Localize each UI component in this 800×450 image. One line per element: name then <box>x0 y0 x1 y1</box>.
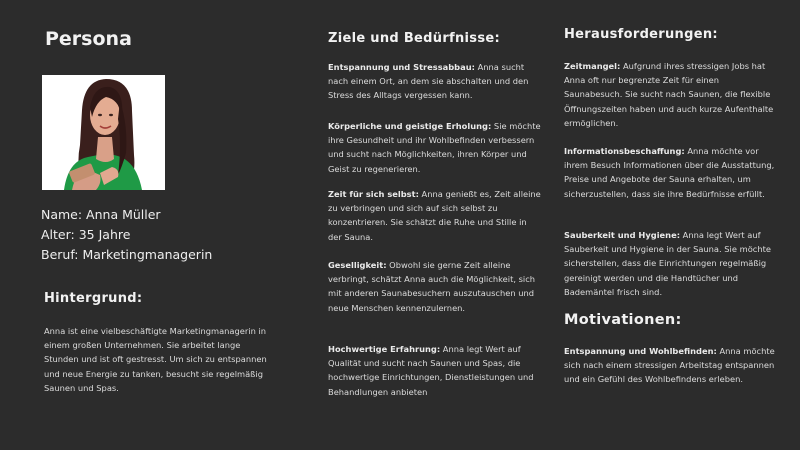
goal-item <box>328 187 543 244</box>
motivations-heading: Motivationen: <box>564 312 682 328</box>
challenges-heading: Herausforderungen: <box>564 27 718 42</box>
challenge-lead: Sauberkeit und Hygiene: <box>564 230 681 240</box>
goal-lead: Hochwertige Erfahrung: <box>328 344 441 354</box>
goal-item <box>328 342 543 399</box>
challenge-lead: Zeitmangel: <box>564 61 621 71</box>
goal-lead: Körperliche und geistige Erholung: <box>328 121 492 131</box>
motivation-lead: Entspannung und Wohlbefinden: <box>564 346 717 356</box>
background-heading: Hintergrund: <box>44 291 143 306</box>
challenge-lead: Informationsbeschaffung: <box>564 146 685 156</box>
page-title: Persona <box>45 28 132 50</box>
challenge-item <box>564 59 779 130</box>
motivation-text: Anna möchte sich nach einem stressigen Arbeitstag entspannen und ein Gefühl des Wohlbefindens erleben. <box>564 346 775 385</box>
persona-job: Beruf: Marketingmanagerin <box>41 247 213 262</box>
goal-item <box>328 258 543 315</box>
goal-text: Anna sucht nach einem Ort, an dem sie abschalten und den Stress des Alltags vergessen kann. <box>328 62 529 101</box>
goal-item <box>328 60 543 103</box>
goal-text: Anna genießt es, Zeit alleine zu verbringen und sich auf sich selbst zu konzentrieren. Sie schätzt die Ruhe und Stille in der Sauna. <box>328 189 541 242</box>
goal-lead: Zeit für sich selbst: <box>328 189 419 199</box>
persona-photo <box>42 75 165 190</box>
goal-lead: Entspannung und Stressabbau: <box>328 62 475 72</box>
goal-text: Obwohl sie gerne Zeit alleine verbringt, schätzt Anna auch die Möglichkeit, sich mit anderen Saunabesuchern auszutauschen und neue Menschen kennenzulernen. <box>328 260 536 313</box>
goal-text: Anna legt Wert auf Qualität und sucht nach Saunen und Spas, die hochwertige Einrichtungen, Dienstleistungen und Behandlungen anbieten <box>328 344 534 397</box>
challenge-text: Aufgrund ihres stressigen Jobs hat Anna oft nur begrenzte Zeit für einen Saunabesuch. Sie sucht nach Saunen, die flexible Öffnungszeiten haben und auch kurze Aufenthalte ermöglichen. <box>564 61 774 128</box>
goal-text: Sie möchte ihre Gesundheit und ihr Wohlbefinden verbessern und sucht nach Möglichkeiten, ihren Körper und Geist zu regenerieren. <box>328 121 541 174</box>
goal-item <box>328 119 543 176</box>
challenge-text: Anna möchte vor ihrem Besuch Informationen über die Ausstattung, Preise und Angebote der Sauna erhalten, um sicherzustellen, dass sie ihre Bedürfnisse erfüllt. <box>564 146 775 199</box>
persona-name: Name: Anna Müller <box>41 207 161 222</box>
motivation-item <box>564 344 779 387</box>
challenge-item <box>564 144 779 201</box>
background-text: Anna ist eine vielbeschäftigte Marketingmanagerin in einem großen Unternehmen. Sie arbeitet lange Stunden und ist oft gestresst. Um sich zu entspannen und neue Energie zu tanken, besucht sie regelmäßig Saunen und Spas. <box>44 326 267 393</box>
goal-lead: Geselligkeit: <box>328 260 387 270</box>
woman-portrait-illustration <box>42 75 165 190</box>
challenge-item <box>564 228 779 299</box>
goals-heading: Ziele und Bedürfnisse: <box>328 31 500 46</box>
persona-facts <box>41 205 281 265</box>
persona-age: Alter: 35 Jahre <box>41 227 131 242</box>
challenge-text: Anna legt Wert auf Sauberkeit und Hygiene in der Sauna. Sie möchte sicherstellen, dass die Einrichtungen regelmäßig gereinigt werden und die Handtücher und Bademäntel frisch sind. <box>564 230 771 297</box>
